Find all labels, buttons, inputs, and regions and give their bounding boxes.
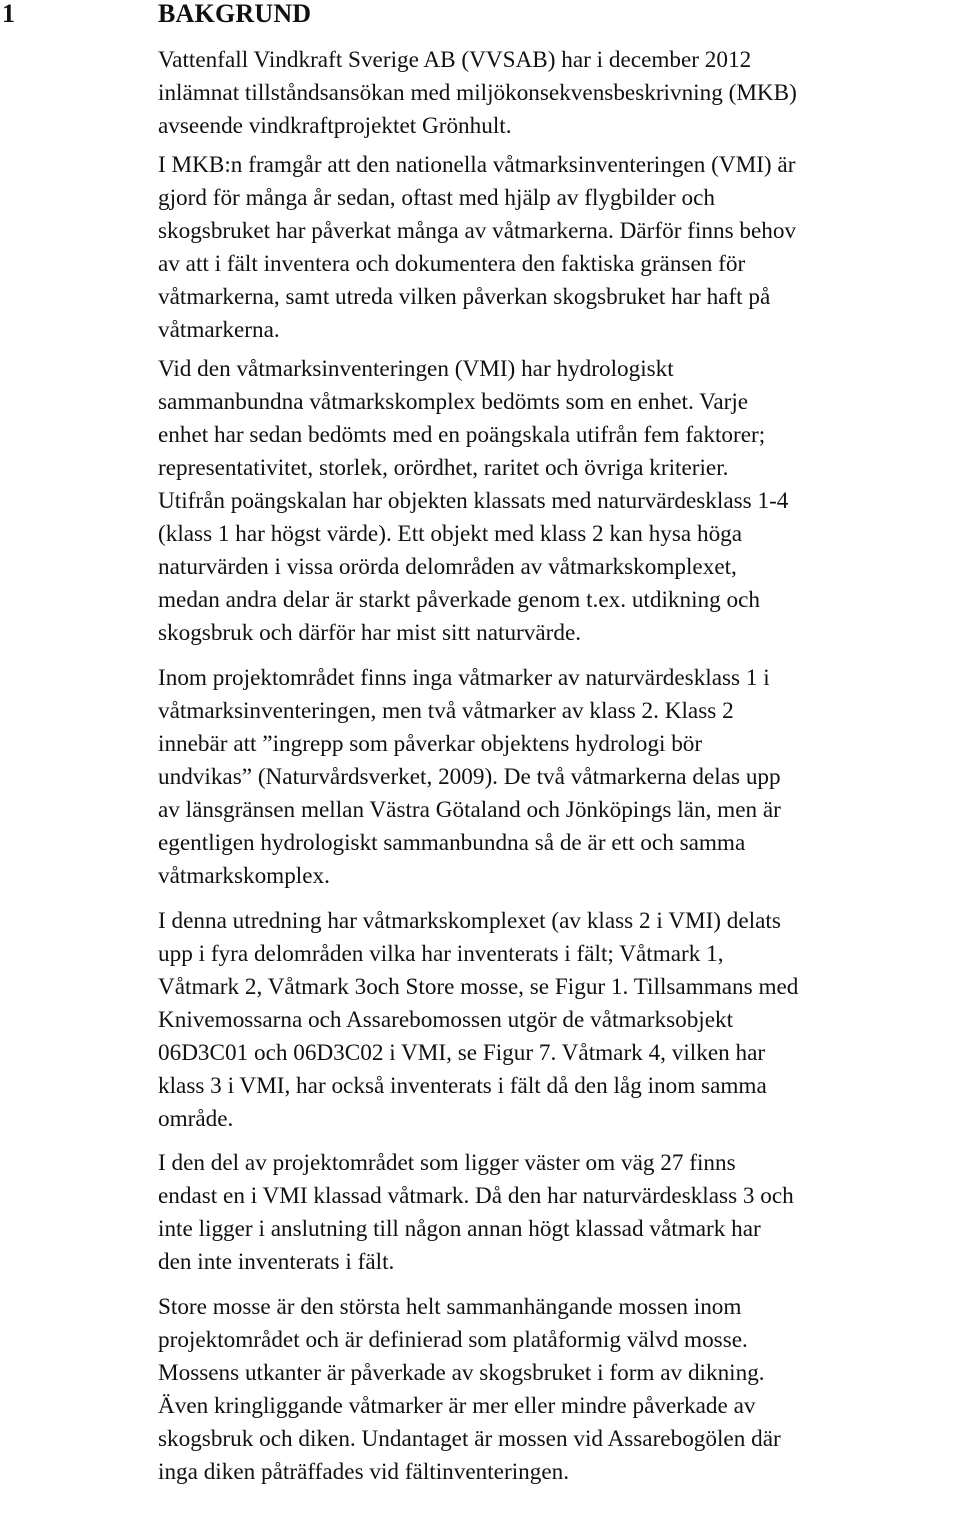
text-line: Även kringliggande våtmarker är mer eller mindre påverkade av: [158, 1393, 756, 1419]
text-line: Inom projektområdet finns inga våtmarker av naturvärdesklass 1 i: [158, 665, 770, 691]
section-number: 1: [2, 0, 15, 28]
text-line: innebär att ”ingrepp som påverkar objektens hydrologi bör: [158, 731, 703, 757]
text-line: Utifrån poängskalan har objekten klassats med naturvärdesklass 1-4: [158, 488, 789, 514]
text-line: enhet har sedan bedömts med en poängskala utifrån fem faktorer;: [158, 422, 766, 448]
paragraph-4: [158, 662, 958, 893]
text-line: sammanbundna våtmarkskomplex bedömts som en enhet. Varje: [158, 389, 749, 415]
paragraph-7: [158, 1291, 958, 1489]
section-title: BAKGRUND: [158, 0, 312, 28]
text-line: 06D3C01 och 06D3C02 i VMI, se Figur 7. Våtmark 4, vilken har: [158, 1040, 766, 1066]
paragraph-5: [158, 905, 958, 1136]
text-line: upp i fyra delområden vilka har inventerats i fält; Våtmark 1,: [158, 941, 724, 967]
paragraph-1: [158, 44, 958, 143]
text-line: endast en i VMI klassad våtmark. Då den har naturvärdesklass 3 och: [158, 1183, 794, 1209]
text-line: Mossens utkanter är påverkade av skogsbruket i form av dikning.: [158, 1360, 765, 1386]
paragraph-2: [158, 149, 958, 347]
text-line: medan andra delar är starkt påverkade genom t.ex. utdikning och: [158, 587, 761, 613]
text-line: egentligen hydrologiskt sammanbundna så de är ett och samma: [158, 830, 746, 856]
paragraph-6: [158, 1147, 958, 1279]
text-line: inga diken påträffades vid fältinventeringen.: [158, 1459, 570, 1485]
text-line: Våtmark 2, Våtmark 3och Store mosse, se Figur 1. Tillsammans med: [158, 974, 799, 1000]
text-line: inte ligger i anslutning till någon annan högt klassad våtmark har: [158, 1216, 761, 1242]
text-line: inlämnat tillståndsansökan med miljökonsekvensbeskrivning (MKB): [158, 80, 797, 106]
text-line: avseende vindkraftprojektet Grönhult.: [158, 113, 512, 139]
text-line: naturvärden i vissa orörda delområden av våtmarkskomplexet,: [158, 554, 737, 580]
text-line: skogsbruk och diken. Undantaget är mossen vid Assarebogölen där: [158, 1426, 781, 1452]
text-line: I MKB:n framgår att den nationella våtmarksinventeringen (VMI) är: [158, 152, 796, 178]
text-line: område.: [158, 1106, 234, 1132]
text-line: I denna utredning har våtmarkskomplexet (av klass 2 i VMI) delats: [158, 908, 781, 934]
text-line: Vid den våtmarksinventeringen (VMI) har hydrologiskt: [158, 356, 674, 382]
text-line: projektområdet och är definierad som platåformig välvd mosse.: [158, 1327, 748, 1353]
text-line: representativitet, storlek, orördhet, raritet och övriga kriterier.: [158, 455, 729, 481]
text-line: av länsgränsen mellan Västra Götaland och Jönköpings län, men är: [158, 797, 781, 823]
text-line: våtmarkerna, samt utreda vilken påverkan skogsbruket har haft på: [158, 284, 771, 310]
text-line: gjord för många år sedan, oftast med hjälp av flygbilder och: [158, 185, 715, 211]
text-line: av att i fält inventera och dokumentera den faktiska gränsen för: [158, 251, 746, 277]
text-line: undvikas” (Naturvårdsverket, 2009). De två våtmarkerna delas upp: [158, 764, 781, 790]
text-line: den inte inventerats i fält.: [158, 1249, 395, 1275]
text-line: våtmarksinventeringen, men två våtmarker av klass 2. Klass 2: [158, 698, 734, 724]
text-line: Knivemossarna och Assarebomossen utgör de våtmarksobjekt: [158, 1007, 734, 1033]
text-line: Vattenfall Vindkraft Sverige AB (VVSAB) har i december 2012: [158, 47, 752, 73]
text-line: våtmarkerna.: [158, 317, 280, 343]
paragraph-3: [158, 353, 958, 650]
text-line: våtmarkskomplex.: [158, 863, 330, 889]
text-line: I den del av projektområdet som ligger väster om väg 27 finns: [158, 1150, 736, 1176]
document-body: [158, 44, 958, 1489]
text-line: klass 3 i VMI, har också inventerats i fält då den låg inom samma: [158, 1073, 767, 1099]
text-line: Store mosse är den största helt sammanhängande mossen inom: [158, 1294, 742, 1320]
text-line: (klass 1 har högst värde). Ett objekt med klass 2 kan hysa höga: [158, 521, 743, 547]
text-line: skogsbruket har påverkat många av våtmarkerna. Därför finns behov: [158, 218, 797, 244]
text-line: skogsbruk och därför har mist sitt naturvärde.: [158, 620, 582, 646]
